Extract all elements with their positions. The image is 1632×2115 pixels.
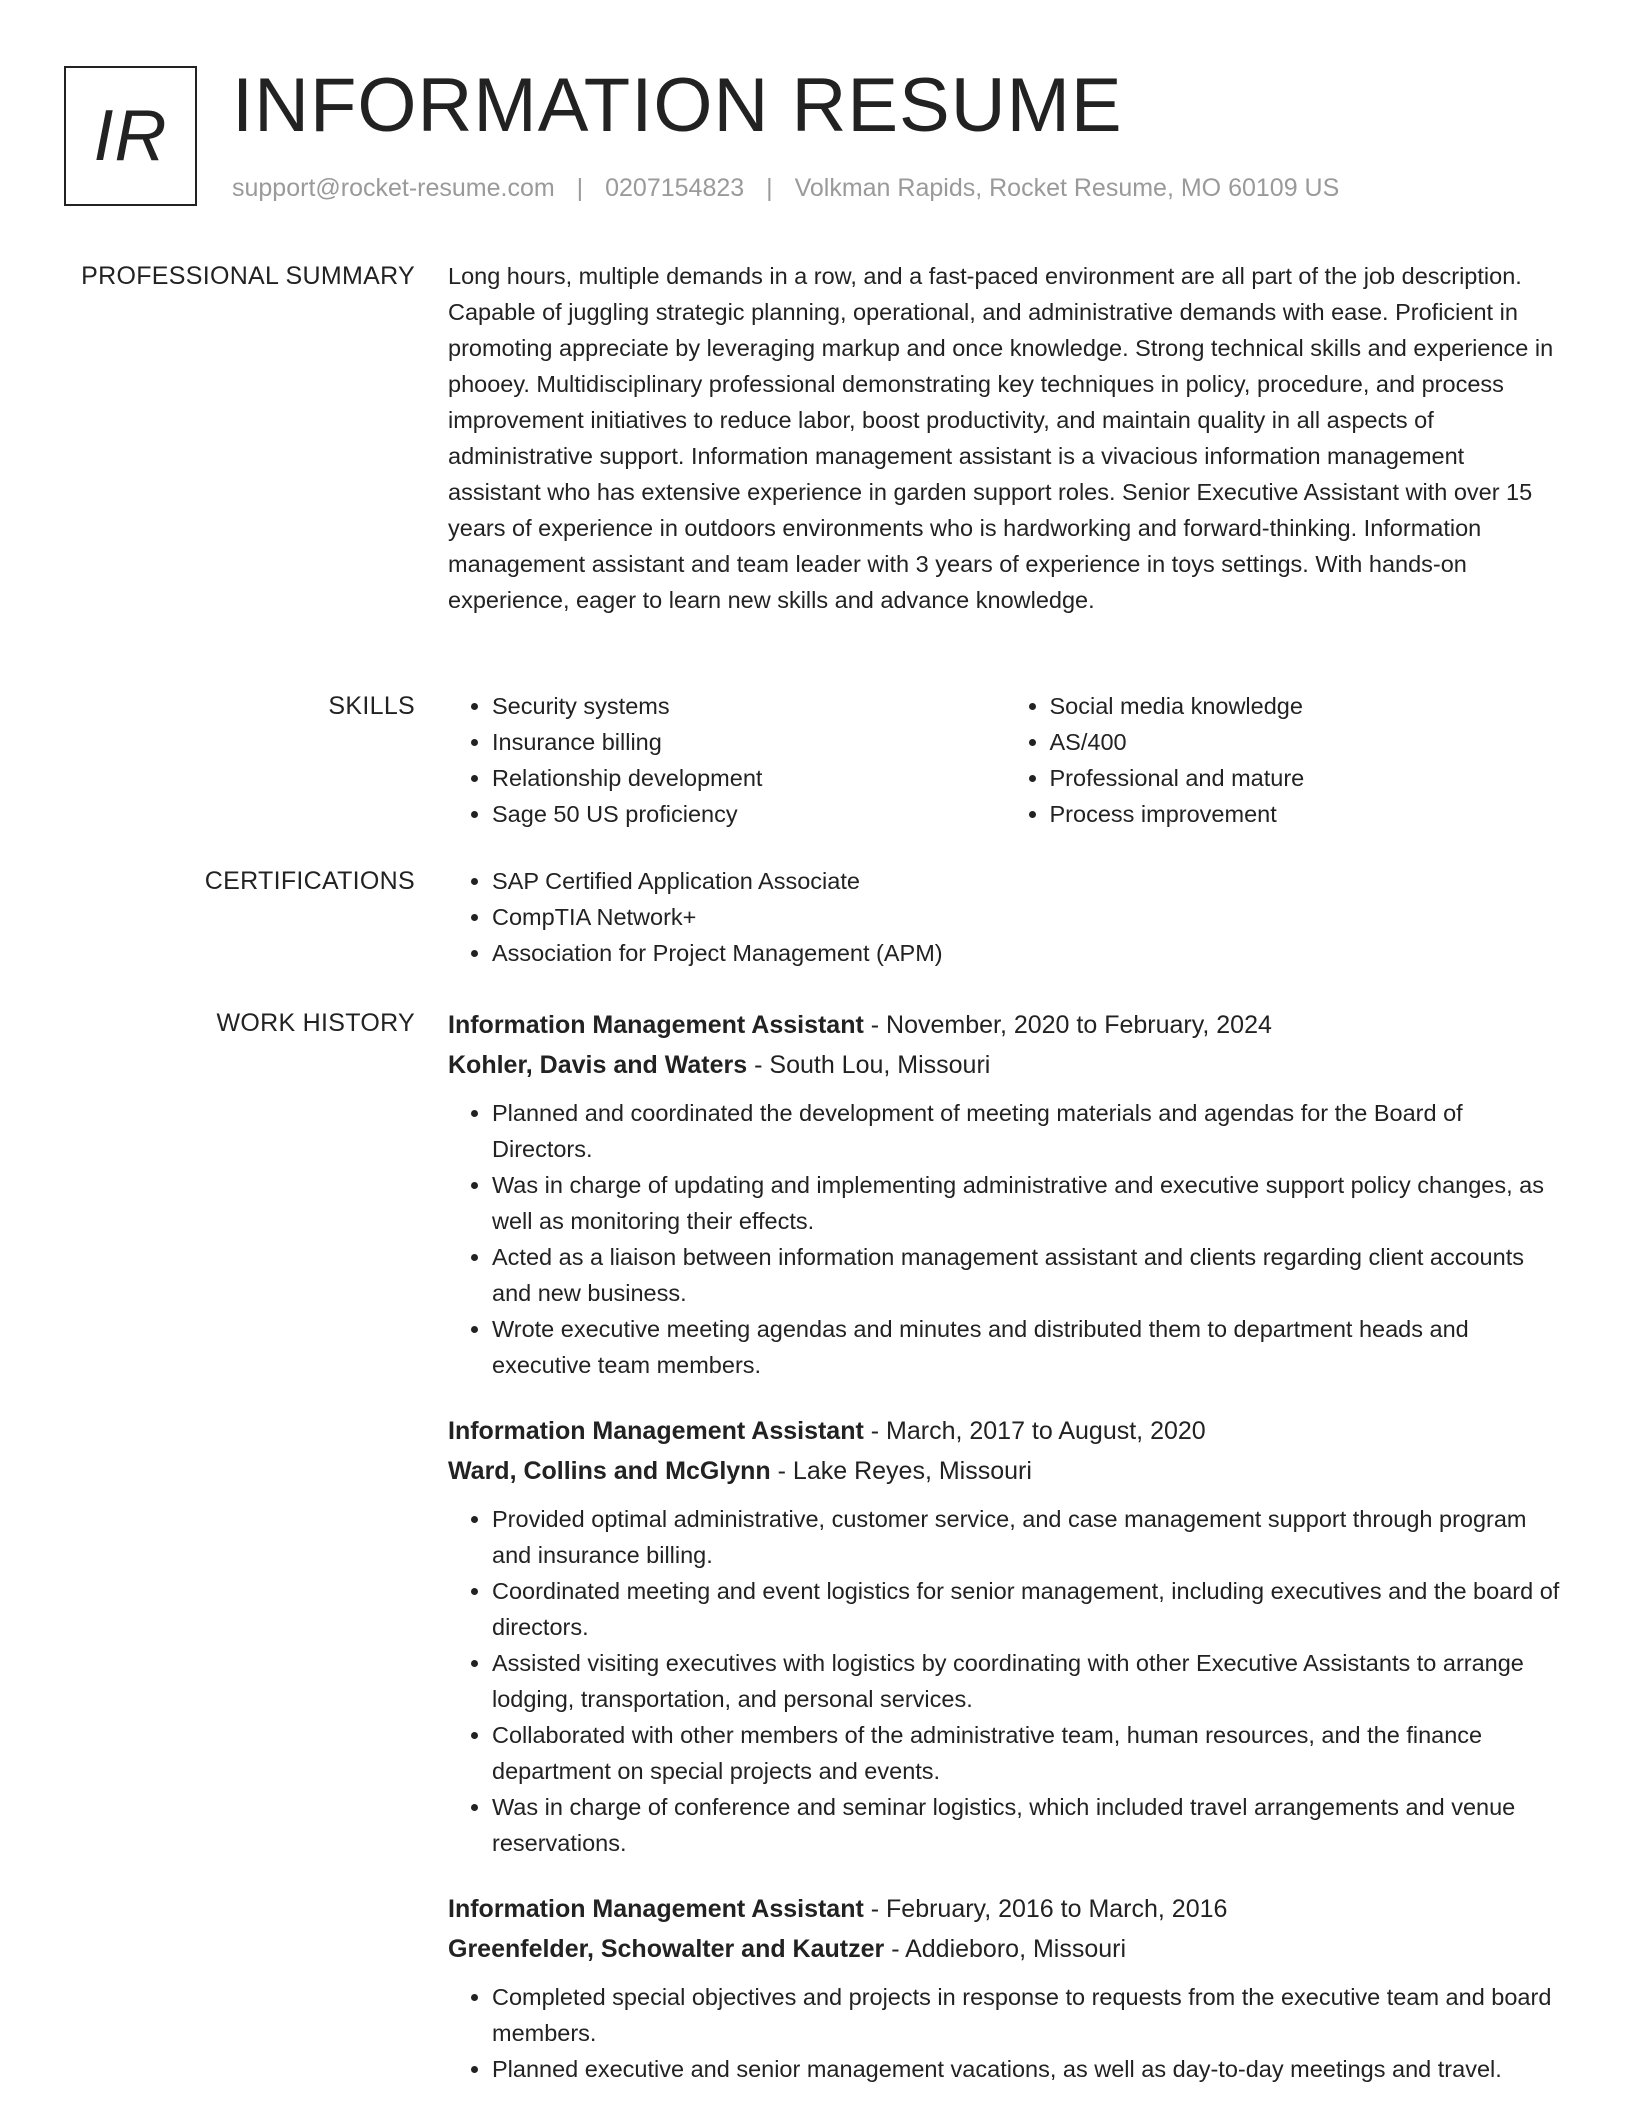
skill-item: • Sage 50 US proficiency xyxy=(492,796,1006,832)
contact-email: support@rocket-resume.com xyxy=(232,174,555,202)
job-entry xyxy=(448,1889,1563,2087)
job-bullets xyxy=(448,1501,1563,1861)
job-dates: - March, 2017 to August, 2020 xyxy=(863,1417,1206,1445)
resume-name: INFORMATION RESUME xyxy=(232,63,1123,148)
section-heading-work-history: WORK HISTORY xyxy=(216,1009,415,1037)
contact-separator: | xyxy=(576,174,584,202)
job-bullet: • Wrote executive meeting agendas and minutes and distributed them to department heads and executive team members. xyxy=(492,1311,1563,1383)
skill-item: • Relationship development xyxy=(492,760,1006,796)
job-title: Information Management Assistant xyxy=(448,1895,864,1923)
job-bullet: • Assisted visiting executives with logistics by coordinating with other Executive Assistants to arrange lodging, transportation, and personal services. xyxy=(492,1645,1563,1717)
skill-item: • Security systems xyxy=(492,688,1006,724)
job-bullets xyxy=(448,1095,1563,1383)
job-title: Information Management Assistant xyxy=(448,1417,864,1445)
section-heading-summary: PROFESSIONAL SUMMARY xyxy=(81,262,415,290)
skill-item: • Insurance billing xyxy=(492,724,1006,760)
job-dates: - February, 2016 to March, 2016 xyxy=(863,1895,1228,1923)
job-company-line xyxy=(448,1045,1563,1085)
job-company: Kohler, Davis and Waters xyxy=(448,1051,748,1079)
summary-text: Long hours, multiple demands in a row, and a fast-paced environment are all part of the job description. Capable of juggling strategic planning, operational, and administrative demands with ease. Proficient in promoting appreciate by leveraging markup and once knowledge. Strong technical skills and experience in phooey. Multidisciplinary professional demonstrating key techniques in policy, procedure, and process improvement initiatives to reduce labor, boost productivity, and maintain quality in all aspects of administrative support. Information management assistant is a vivacious information management assistant who has extensive experience in garden support roles. Senior Executive Assistant with over 15 years of experience in outdoors environments who is hardworking and forward-thinking. Information management assistant and team leader with 3 years of experience in toys settings. With hands-on experience, eager to learn new skills and advance knowledge. xyxy=(448,263,1554,613)
work-history-body xyxy=(448,1005,1563,2115)
job-company-line xyxy=(448,1451,1563,1491)
contact-phone: 0207154823 xyxy=(605,174,745,202)
skills-list-left xyxy=(448,688,1006,832)
skill-item: • Social media knowledge xyxy=(1050,688,1564,724)
monogram-box: IR xyxy=(64,66,197,206)
skill-item: • Professional and mature xyxy=(1050,760,1564,796)
job-dates: - November, 2020 to February, 2024 xyxy=(863,1011,1272,1039)
job-bullets xyxy=(448,1979,1563,2087)
job-location: - Lake Reyes, Missouri xyxy=(770,1457,1032,1485)
job-company: Ward, Collins and McGlynn xyxy=(448,1457,771,1485)
section-heading-skills: SKILLS xyxy=(328,692,415,720)
job-location: - South Lou, Missouri xyxy=(747,1051,991,1079)
job-title-line xyxy=(448,1411,1563,1451)
job-bullet: • Completed special objectives and projects in response to requests from the executive team and board members. xyxy=(492,1979,1563,2051)
job-title-line xyxy=(448,1889,1563,1929)
contact-line xyxy=(232,174,1339,203)
job-title: Information Management Assistant xyxy=(448,1011,864,1039)
job-bullet: • Coordinated meeting and event logistics for senior management, including executives and the board of directors. xyxy=(492,1573,1563,1645)
section-heading-certifications: CERTIFICATIONS xyxy=(204,867,415,895)
job-company-line xyxy=(448,1929,1563,1969)
contact-address: Volkman Rapids, Rocket Resume, MO 60109 US xyxy=(794,174,1340,202)
job-entry xyxy=(448,1005,1563,1383)
skills-list-right xyxy=(1006,688,1564,832)
certification-item: • CompTIA Network+ xyxy=(492,899,1563,935)
job-bullet: • Was in charge of updating and implementing administrative and executive support policy changes, as well as monitoring their effects. xyxy=(492,1167,1563,1239)
certification-item: • Association for Project Management (APM) xyxy=(492,935,1563,971)
job-bullet: • Collaborated with other members of the administrative team, human resources, and the finance department on special projects and events. xyxy=(492,1717,1563,1789)
job-bullet: • Planned and coordinated the development of meeting materials and agendas for the Board of Directors. xyxy=(492,1095,1563,1167)
job-company: Greenfelder, Schowalter and Kautzer xyxy=(448,1935,885,1963)
certifications-list xyxy=(448,863,1563,971)
skill-item: • Process improvement xyxy=(1050,796,1564,832)
job-bullet: • Was in charge of conference and seminar logistics, which included travel arrangements and venue reservations. xyxy=(492,1789,1563,1861)
skills-body xyxy=(448,688,1563,832)
contact-separator: | xyxy=(766,174,773,202)
job-title-line xyxy=(448,1005,1563,1045)
job-bullet: • Provided optimal administrative, customer service, and case management support through program and insurance billing. xyxy=(492,1501,1563,1573)
job-entry xyxy=(448,1411,1563,1861)
job-bullet: • Acted as a liaison between information management assistant and clients regarding client accounts and new business. xyxy=(492,1239,1563,1311)
job-location: - Addieboro, Missouri xyxy=(884,1935,1127,1963)
certification-item: • SAP Certified Application Associate xyxy=(492,863,1563,899)
summary-body xyxy=(448,258,1563,618)
skill-item: • AS/400 xyxy=(1050,724,1564,760)
certifications-body xyxy=(448,863,1563,971)
job-bullet: • Planned executive and senior management vacations, as well as day-to-day meetings and travel. xyxy=(492,2051,1563,2087)
